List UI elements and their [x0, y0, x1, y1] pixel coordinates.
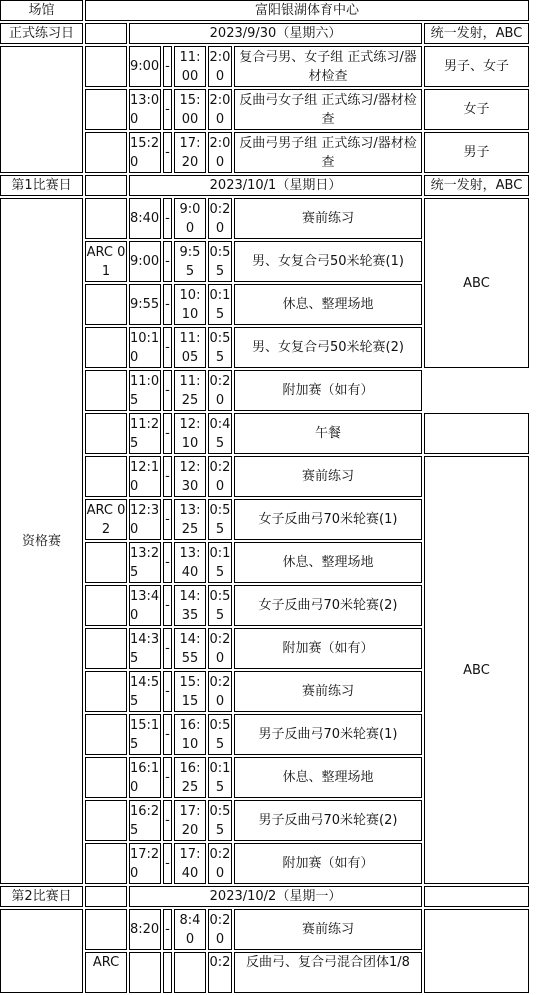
start-time: 10:10 [129, 327, 161, 368]
event-name: 附加赛（如有） [234, 843, 422, 884]
start-time: 8:20 [129, 909, 161, 950]
day-date: 2023/10/1（星期日） [129, 175, 422, 196]
arc-cell [85, 585, 127, 626]
time-dash: - [163, 456, 172, 497]
duration: 2:00 [208, 132, 232, 173]
empty-cell [85, 886, 127, 907]
time-dash: - [163, 909, 172, 950]
time-dash: - [163, 284, 172, 325]
end-time: 15:15 [174, 671, 206, 712]
event-name: 男、女复合弓50米轮赛(2) [234, 327, 422, 368]
time-dash: - [163, 714, 172, 755]
time-dash [163, 952, 172, 993]
start-time: 16:25 [129, 800, 161, 841]
event-name: 反曲弓男子组 正式练习/器材检查 [234, 132, 422, 173]
event-name: 附加赛（如有） [234, 628, 422, 669]
end-time: 14:35 [174, 585, 206, 626]
day-label: 第1比赛日 [0, 175, 83, 196]
header-row [0, 0, 529, 21]
arc-cell [85, 800, 127, 841]
start-time [129, 952, 161, 993]
end-time: 12:30 [174, 456, 206, 497]
day-note: 统一发射，ABC [424, 175, 529, 196]
time-dash: - [163, 46, 172, 87]
start-time: 12:10 [129, 456, 161, 497]
arc-cell [85, 671, 127, 712]
schedule-row [0, 46, 529, 87]
arc-cell [85, 132, 127, 173]
end-time: 13:40 [174, 542, 206, 583]
time-dash: - [163, 241, 172, 282]
duration: 0:55 [208, 327, 232, 368]
duration: 0:55 [208, 241, 232, 282]
arc-cell [85, 89, 127, 130]
end-time: 9:55 [174, 241, 206, 282]
arc-cell [85, 413, 127, 454]
event-name: 休息、整理场地 [234, 757, 422, 798]
lane-cell: ABC [424, 198, 529, 368]
event-name: 男、女复合弓50米轮赛(1) [234, 241, 422, 282]
day-label: 第2比赛日 [0, 886, 83, 907]
arc-cell [85, 542, 127, 583]
time-dash: - [163, 843, 172, 884]
duration: 0:45 [208, 413, 232, 454]
venue-name: 富阳银湖体育中心 [85, 0, 529, 21]
start-time: 11:25 [129, 413, 161, 454]
start-time: 8:40 [129, 198, 161, 239]
arc-cell: ARC [85, 952, 127, 993]
duration: 0:2 [208, 952, 232, 993]
start-time: 14:35 [129, 628, 161, 669]
start-time: 15:15 [129, 714, 161, 755]
day-label: 正式练习日 [0, 23, 83, 44]
start-time: 9:00 [129, 241, 161, 282]
event-name: 赛前练习 [234, 909, 422, 950]
arc-cell [85, 843, 127, 884]
event-name: 男子反曲弓70米轮赛(2) [234, 800, 422, 841]
event-name: 赛前练习 [234, 456, 422, 497]
group-cell: 女子 [424, 89, 529, 130]
venue-label: 场馆 [0, 0, 83, 21]
lane-cell [424, 909, 529, 993]
section-cell [0, 909, 83, 993]
time-dash: - [163, 628, 172, 669]
arc-cell [85, 370, 127, 411]
start-time: 12:30 [129, 499, 161, 540]
arc-cell [85, 327, 127, 368]
time-dash: - [163, 757, 172, 798]
day-header-row [0, 23, 529, 44]
duration: 0:20 [208, 628, 232, 669]
time-dash: - [163, 800, 172, 841]
arc-cell: ARC 01 [85, 241, 127, 282]
event-name: 女子反曲弓70米轮赛(2) [234, 585, 422, 626]
end-time: 16:25 [174, 757, 206, 798]
end-time: 13:25 [174, 499, 206, 540]
event-name: 赛前练习 [234, 671, 422, 712]
start-time: 15:20 [129, 132, 161, 173]
end-time: 8:40 [174, 909, 206, 950]
end-time: 14:55 [174, 628, 206, 669]
event-name: 赛前练习 [234, 198, 422, 239]
duration: 0:20 [208, 198, 232, 239]
event-name: 休息、整理场地 [234, 542, 422, 583]
empty-cell [85, 23, 127, 44]
start-time: 17:20 [129, 843, 161, 884]
duration: 0:20 [208, 671, 232, 712]
duration: 0:55 [208, 585, 232, 626]
schedule-row [0, 198, 529, 239]
day-date: 2023/10/2（星期一） [129, 886, 422, 907]
duration: 0:55 [208, 499, 232, 540]
arc-cell [85, 456, 127, 497]
duration: 0:20 [208, 370, 232, 411]
start-time: 13:40 [129, 585, 161, 626]
time-dash: - [163, 671, 172, 712]
end-time: 12:10 [174, 413, 206, 454]
end-time: 17:20 [174, 132, 206, 173]
duration: 2:00 [208, 89, 232, 130]
end-time: 10:10 [174, 284, 206, 325]
event-name: 男子反曲弓70米轮赛(1) [234, 714, 422, 755]
event-name: 复合弓男、女子组 正式练习/器材检查 [234, 46, 422, 87]
duration: 0:15 [208, 757, 232, 798]
arc-cell [85, 714, 127, 755]
start-time: 9:55 [129, 284, 161, 325]
start-time: 13:25 [129, 542, 161, 583]
event-name: 附加赛（如有） [234, 370, 422, 411]
time-dash: - [163, 413, 172, 454]
arc-cell: ARC 02 [85, 499, 127, 540]
arc-cell [85, 628, 127, 669]
end-time [174, 952, 206, 993]
duration: 0:15 [208, 284, 232, 325]
start-time: 13:00 [129, 89, 161, 130]
day-note [424, 886, 529, 907]
day-header-row [0, 886, 529, 907]
end-time: 16:10 [174, 714, 206, 755]
time-dash: - [163, 327, 172, 368]
event-name: 反曲弓、复合弓混合团体1/8 [234, 952, 422, 993]
time-dash: - [163, 89, 172, 130]
session-cell [0, 46, 83, 173]
time-dash: - [163, 585, 172, 626]
day-note: 统一发射，ABC [424, 23, 529, 44]
time-dash: - [163, 542, 172, 583]
duration: 2:00 [208, 46, 232, 87]
event-name: 午餐 [234, 413, 422, 454]
time-dash: - [163, 132, 172, 173]
time-dash: - [163, 370, 172, 411]
day-header-row [0, 175, 529, 196]
start-time: 11:05 [129, 370, 161, 411]
day-date: 2023/9/30（星期六） [129, 23, 422, 44]
arc-cell [85, 909, 127, 950]
end-time: 11:00 [174, 46, 206, 87]
arc-cell [85, 46, 127, 87]
end-time: 15:00 [174, 89, 206, 130]
group-cell: 男子、女子 [424, 46, 529, 87]
end-time: 11:25 [174, 370, 206, 411]
event-name: 女子反曲弓70米轮赛(1) [234, 499, 422, 540]
time-dash: - [163, 198, 172, 239]
start-time: 9:00 [129, 46, 161, 87]
event-name: 休息、整理场地 [234, 284, 422, 325]
group-cell: 男子 [424, 132, 529, 173]
arc-cell [85, 198, 127, 239]
duration: 0:55 [208, 714, 232, 755]
schedule-row [0, 909, 529, 950]
duration: 0:20 [208, 909, 232, 950]
arc-cell [85, 757, 127, 798]
end-time: 17:20 [174, 800, 206, 841]
empty-cell [85, 175, 127, 196]
arc-cell [85, 284, 127, 325]
event-name: 反曲弓女子组 正式练习/器材检查 [234, 89, 422, 130]
end-time: 17:40 [174, 843, 206, 884]
duration: 0:55 [208, 800, 232, 841]
lane-cell: ABC [424, 456, 529, 884]
duration: 0:15 [208, 542, 232, 583]
duration: 0:20 [208, 456, 232, 497]
start-time: 16:10 [129, 757, 161, 798]
section-cell: 资格赛 [0, 198, 83, 884]
duration: 0:20 [208, 843, 232, 884]
lane-cell [424, 413, 529, 454]
start-time: 14:55 [129, 671, 161, 712]
end-time: 11:05 [174, 327, 206, 368]
time-dash: - [163, 499, 172, 540]
end-time: 9:00 [174, 198, 206, 239]
